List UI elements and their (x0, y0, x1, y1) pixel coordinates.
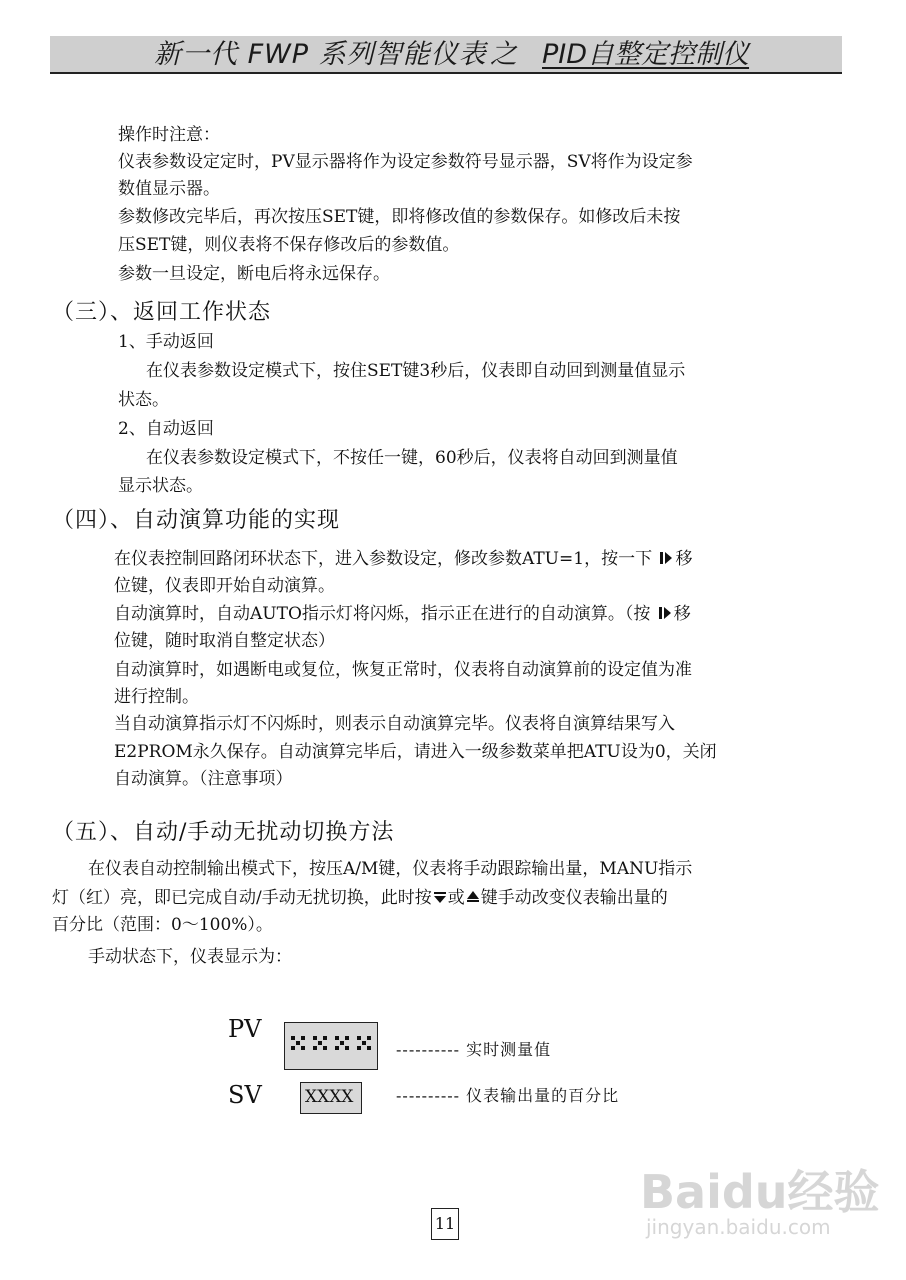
notes-line: 压SET键，则仪表将不保存修改后的参数值。 (118, 235, 460, 255)
section3-line: 状态。 (118, 390, 169, 410)
section3-line: 在仪表参数设定模式下，按住SET键3秒后，仪表即自动回到测量值显示 (146, 361, 686, 381)
header-title-left: 新一代 FWP 系列智能仪表 (154, 39, 487, 70)
sv-value: XXXX (305, 1087, 354, 1107)
section4-line: 当自动演算指示灯不闪烁时，则表示自动演算完毕。仪表将自演算结果写入 (114, 714, 675, 734)
section4-line: 位键，随时取消自整定状态） (114, 631, 335, 651)
section4-line: 进行控制。 (114, 687, 199, 707)
pv-label: PV (228, 1015, 262, 1043)
section4-title: （四）、自动演算功能的实现 (52, 508, 341, 533)
section4-line-text: 移 (673, 604, 691, 624)
notes-line: 参数一旦设定，断电后将永远保存。 (118, 264, 390, 284)
segment-digit (357, 1036, 371, 1050)
page-number: 11 (431, 1208, 459, 1240)
page-header (50, 36, 842, 74)
segment-digit (335, 1036, 349, 1050)
section4-line (114, 603, 691, 625)
section4-line: 自动演算。（注意事项） (114, 769, 293, 789)
section4-line-text: 在仪表控制回路闭环状态下，进入参数设定，修改参数ATU=1，按一下 (114, 549, 653, 569)
section5-line-text: 灯（红）亮，即已完成自动/手动无扰切换，此时按 (52, 888, 432, 908)
notes-line: 数值显示器。 (118, 179, 220, 199)
section5-line-text: 键手动改变仪表输出量的 (480, 888, 668, 908)
segment-digit (291, 1036, 305, 1050)
segment-digit (313, 1036, 327, 1050)
notes-line: 参数修改完毕后，再次按压SET键，即将修改值的参数保存。如修改后未按 (118, 207, 681, 227)
section3-line: 显示状态。 (118, 476, 203, 496)
section3-line: 在仪表参数设定模式下，不按任一键，60秒后，仪表将自动回到测量值 (146, 448, 678, 468)
section3-item1-title: 1、手动返回 (118, 332, 214, 352)
section4-line: 位键，仪表即开始自动演算。 (114, 576, 335, 596)
section4-line (114, 548, 692, 570)
watermark (640, 1165, 880, 1239)
section3-title: （三）、返回工作状态 (52, 300, 272, 325)
section4-line-text: 移 (675, 549, 693, 569)
section5-line (52, 887, 668, 909)
header-title-mid: 之 (490, 39, 517, 70)
notes-line: 仪表参数设定定时，PV显示器将作为设定参数符号显示器，SV将作为设定参 (118, 152, 693, 172)
watermark-brand: Baidu经验 (640, 1165, 880, 1219)
pv-description: ---------- 实时测量值 (396, 1040, 552, 1059)
section5-line: 手动状态下，仪表显示为： (88, 947, 292, 967)
shift-key-icon (658, 606, 672, 620)
header-title-right: PID自整定控制仪 (542, 39, 750, 70)
down-key-icon (434, 891, 446, 903)
sv-label: SV (228, 1081, 262, 1109)
section4-line-text: 自动演算时，自动AUTO指示灯将闪烁，指示正在进行的自动演算。（按 (114, 604, 651, 624)
notes-heading: 操作时注意： (118, 125, 220, 145)
section5-line-text: 或 (447, 888, 465, 908)
section3-item2-title: 2、自动返回 (118, 419, 214, 439)
pv-display (284, 1022, 378, 1070)
section5-line: 在仪表自动控制输出模式下，按压A/M键，仪表将手动跟踪输出量，MANU指示 (88, 859, 693, 879)
section5-line: 百分比（范围：0～100%）。 (52, 915, 273, 935)
watermark-url: jingyan.baidu.com (646, 1215, 831, 1239)
shift-key-icon (659, 551, 673, 565)
section5-title: （五）、自动/手动无扰动切换方法 (52, 820, 395, 845)
section4-line: 自动演算时，如遇断电或复位，恢复正常时，仪表将自动演算前的设定值为准 (114, 660, 692, 680)
section4-line: E2PROM永久保存。自动演算完毕后，请进入一级参数菜单把ATU设为0，关闭 (114, 742, 717, 762)
sv-display (300, 1082, 362, 1114)
up-key-icon (467, 891, 479, 903)
sv-description: ---------- 仪表输出量的百分比 (396, 1086, 620, 1105)
